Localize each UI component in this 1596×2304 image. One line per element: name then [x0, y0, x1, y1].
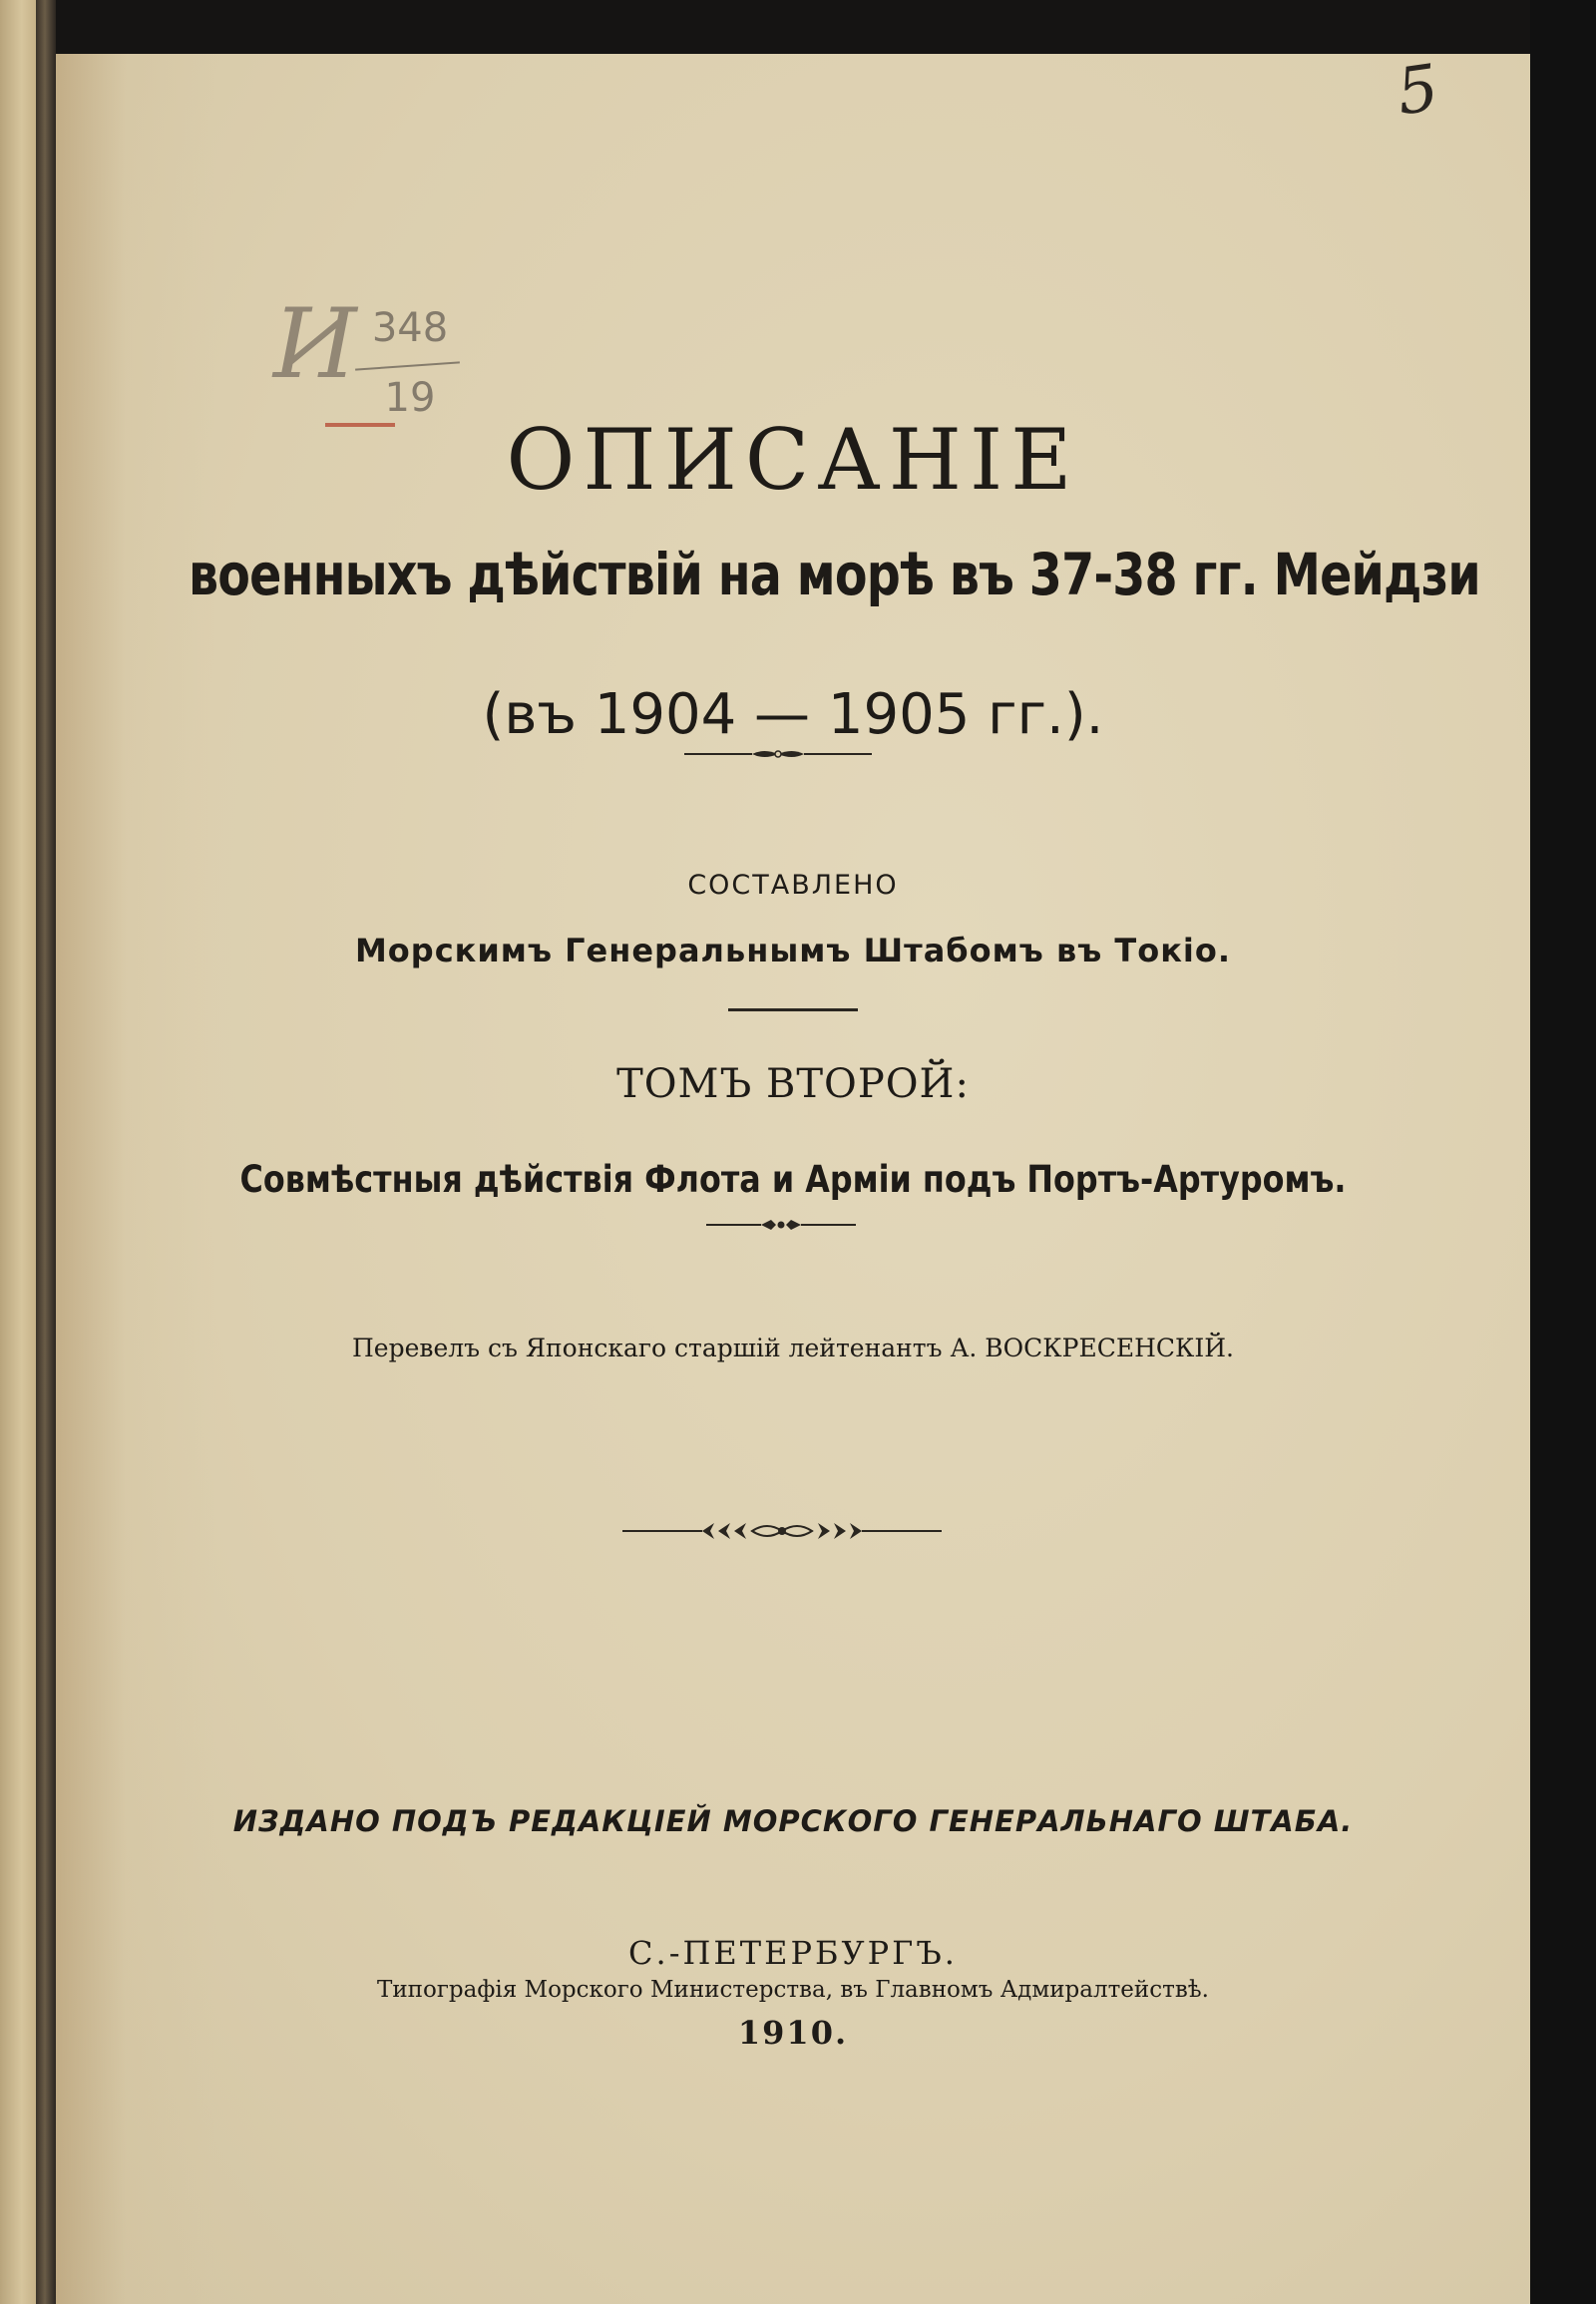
- book-binding: [36, 0, 56, 2304]
- editorial-credit: ИЗДАНО ПОДЪ РЕДАКЦIЕЙ МОРСКОГО ГЕНЕРАЛЬНАГО ШТАБА.: [232, 1804, 1354, 1838]
- scan-background-edge: [1530, 0, 1596, 2304]
- book-dates: (въ 1904 — 1905 гг.).: [482, 682, 1104, 747]
- shelf-mark-number-bottom: 19: [384, 375, 436, 421]
- publication-city: С.-ПЕТЕРБУРГЪ.: [628, 1934, 958, 1972]
- ornament-divider-1: [684, 746, 872, 762]
- shelf-mark-number-top: 348: [371, 305, 449, 351]
- title-page: [56, 51, 1530, 2304]
- printer-imprint: Типографiя Морского Министерства, въ Главномъ Адмиралтействѣ.: [377, 1977, 1209, 2003]
- compiled-label: СОСТАВЛЕНО: [687, 870, 899, 901]
- previous-leaf-edge: [0, 0, 36, 2304]
- translator-credit: Перевелъ съ Японскаго старшiй лейтенантъ А. ВОСКРЕСЕНСКIЙ.: [351, 1334, 1235, 1362]
- volume-heading: ТОМЪ ВТОРОЙ:: [616, 1061, 970, 1107]
- shelf-mark-fraction-rule: [355, 361, 460, 370]
- book-subtitle: военныхъ дѣйствiй на морѣ въ 37-38 гг. Мейдзи: [189, 541, 1480, 608]
- folio-number: 5: [1393, 51, 1443, 131]
- shelf-mark-letter: И: [273, 288, 357, 400]
- compiled-by: Морскимъ Генеральнымъ Штабомъ въ Токiо.: [354, 932, 1232, 969]
- divider-rule: [728, 1008, 858, 1011]
- ornament-divider-2: [706, 1217, 856, 1233]
- ornament-divider-3: [622, 1518, 942, 1544]
- book-title: ОПИСАНIЕ: [506, 411, 1080, 509]
- publication-year: 1910.: [737, 2014, 849, 2052]
- volume-subtitle: Совмѣстныя дѣйствiя Флота и Армiи подъ Портъ-Артуромъ.: [239, 1158, 1347, 1201]
